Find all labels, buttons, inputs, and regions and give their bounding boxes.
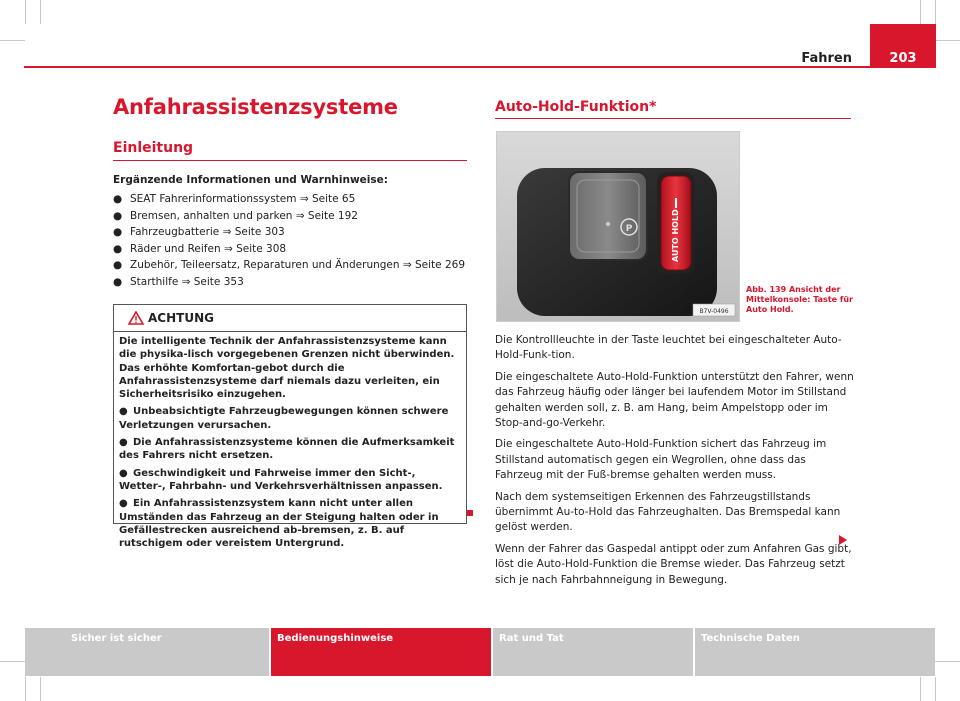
warning-body [119, 335, 463, 554]
svg-text:P: P [625, 224, 633, 234]
paragraph: Nach dem systemseitigen Erkennen des Fahrzeugstillstands übernimmt Au-to-Hold das Fahrzeughalten. Das Bremspedal kann gelöst werden. [495, 490, 841, 534]
reference-item[interactable] [113, 191, 465, 208]
crop-mark [25, 677, 26, 701]
warning-bullet-text: Geschwindigkeit und Fahrweise immer den Sicht-, Wetter-, Fahrbahn- und Verkehrsverhältnissen anpassen. [119, 467, 443, 492]
reference-list [113, 191, 465, 291]
reference-item[interactable] [113, 241, 465, 258]
bullet-icon: ● [113, 209, 123, 222]
bullet-icon: ● [113, 193, 123, 205]
intro-heading: Ergänzende Informationen und Warnhinweise: [113, 174, 388, 186]
bullet-icon: ● [113, 259, 123, 272]
reference-text: Starthilfe ⇒ Seite 353 [130, 275, 244, 288]
bullet-icon: ● [119, 467, 128, 479]
warning-bullet-text: Die Anfahrassistenzsysteme können die Aufmerksamkeit des Fahrers nicht ersetzen. [119, 437, 455, 462]
tab-technische-daten[interactable]: Technische Daten [695, 628, 935, 676]
crop-mark [40, 677, 41, 701]
reference-text: Räder und Reifen ⇒ Seite 308 [130, 242, 287, 255]
crop-mark [935, 0, 936, 24]
paragraph: Die eingeschaltete Auto-Hold-Funktion sichert das Fahrzeug im Stillstand automatisch gegen ein Wegrollen, ohne dass das Fahrzeug mit der Fuß-bremse gehalten werden muss. [495, 438, 827, 482]
crop-mark [920, 0, 921, 24]
reference-item[interactable] [113, 208, 465, 225]
reference-text: Fahrzeugbatterie ⇒ Seite 303 [130, 226, 285, 239]
subtitle-rule [113, 160, 467, 161]
warning-bullet-text: Ein Anfahrassistenzsystem kann nicht unter allen Umständen das Fahrzeug an der Steigung halten oder in Gefällestrecken ausreichend ab-bremsen, z. B. auf rutschigem oder vereistem Untergrund. [119, 498, 439, 550]
reference-item[interactable] [113, 274, 465, 291]
reference-item[interactable] [113, 224, 465, 241]
bullet-icon: ● [119, 437, 128, 449]
console-illustration [497, 132, 739, 321]
continue-arrow-icon [839, 535, 847, 545]
crop-mark [25, 0, 26, 24]
paragraph: Wenn der Fahrer das Gaspedal antippt oder zum Anfahren Gas gibt, löst die Auto-Hold-Funktion die Bremse wieder. Das Fahrzeug setzt sich je nach Fahrbahnneigung in Bewegung. [495, 542, 852, 586]
warning-bullet [119, 467, 463, 494]
section-subtitle: Einleitung [113, 140, 194, 156]
reference-text: Zubehör, Teileersatz, Reparaturen und Änderungen ⇒ Seite 269 [130, 259, 466, 272]
tab-rat-und-tat[interactable]: Rat und Tat [493, 628, 693, 676]
bullet-icon: ● [119, 406, 128, 418]
bullet-icon: ● [113, 226, 123, 239]
crop-mark [935, 661, 960, 662]
warning-intro: Die intelligente Technik der Anfahrassistenzsysteme kann die physika-lisch vorgegebenen Grenzen nicht überwinden. Das erhöhte Komfortan-gebot durch die Anfahrassistenzsysteme darf niemals dazu verleiten, ein Sicherheitsrisiko einzugehen. [119, 336, 455, 401]
reference-text: SEAT Fahrerinformationssystem ⇒ Seite 65 [130, 193, 356, 205]
warning-title: ACHTUNG [148, 311, 214, 325]
crop-mark [935, 677, 936, 701]
paragraph: Die Kontrollleuchte in der Taste leuchtet bei eingeschalteter Auto-Hold-Funk-tion. [495, 334, 842, 362]
warning-header [114, 305, 466, 332]
reference-text: Bremsen, anhalten und parken ⇒ Seite 192 [130, 209, 358, 222]
reference-item[interactable] [113, 257, 465, 274]
warning-bullet [119, 405, 463, 432]
figure-auto-hold-console [496, 131, 740, 322]
bullet-icon: ● [119, 498, 128, 510]
figure-code: B7V-0496 [699, 308, 729, 315]
bullet-icon: ● [113, 242, 123, 255]
paragraph: Die eingeschaltete Auto-Hold-Funktion unterstützt den Fahrer, wenn das Fahrzeug häufig oder länger bei laufendem Motor im Stillstand gehalten werden soll, z. B. am Hang, beim Ampelstopp oder im Stop-and-go-Verkehr. [495, 370, 854, 430]
crop-mark [0, 661, 25, 662]
tab-bedienungshinweise[interactable]: Bedienungshinweise [271, 628, 491, 676]
body-text [495, 333, 855, 594]
warning-bullet [119, 497, 463, 550]
warning-box [113, 304, 467, 550]
header-rule [24, 66, 936, 68]
tab-sicher-ist-sicher[interactable]: Sicher ist sicher [25, 628, 269, 676]
crop-mark [40, 0, 41, 24]
section-rule [495, 118, 851, 119]
crop-mark [920, 677, 921, 701]
section-title: Fahren [801, 51, 852, 66]
page-number-box [870, 24, 936, 68]
crop-mark [935, 40, 960, 41]
warning-bullet-text: Unbeabsichtigte Fahrzeugbewegungen können schwere Verletzungen verursachen. [119, 406, 449, 431]
section-title-auto-hold: Auto-Hold-Funktion* [495, 99, 657, 115]
page-title: Anfahrassistenzsysteme [113, 95, 398, 119]
warning-triangle-icon [128, 311, 144, 325]
auto-hold-button-label: AUTO HOLD [671, 209, 680, 262]
page-number: 203 [889, 51, 917, 66]
section-end-marker [467, 510, 473, 516]
warning-bullet [119, 436, 463, 463]
footer-tabs [25, 628, 935, 676]
crop-mark [0, 40, 25, 41]
figure-caption: Abb. 139 Ansicht der Mittelkonsole: Taste für Auto Hold. [746, 285, 853, 314]
bullet-icon: ● [113, 275, 123, 288]
